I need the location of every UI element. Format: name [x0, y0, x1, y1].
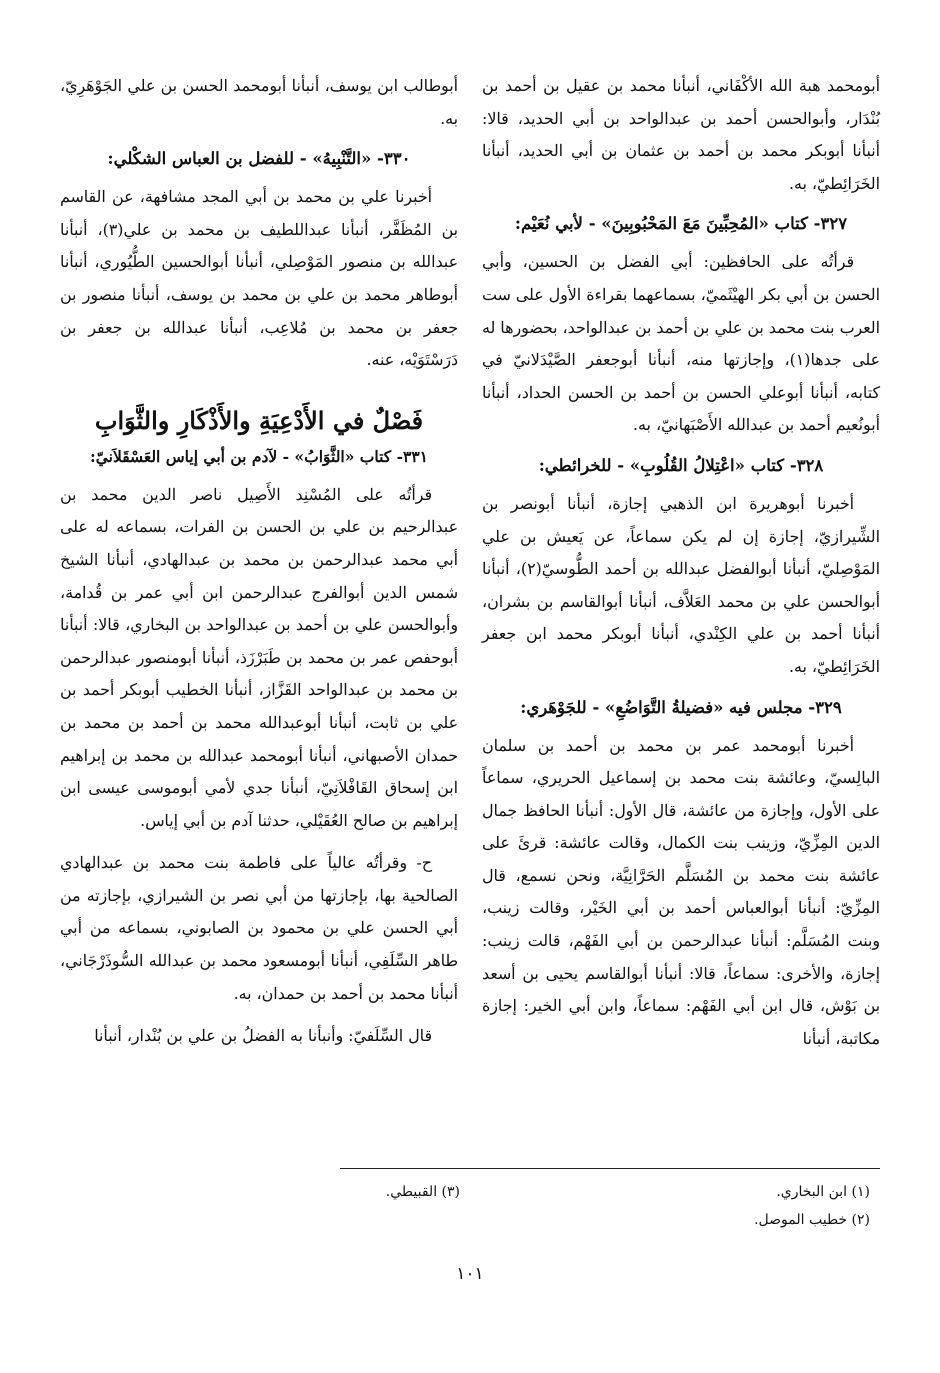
- entry-text-331-second-route: ح- وقرأتُه عالياً على فاطمة بنت محمد بن عبدالهادي الصالحية بها، بإجازتها من أبي نصر بن الشيرازي، بإجازته من أبي الحسن علي بن محمود بن الصابوني، بسماعه من أبي طاهر السِّلَفِي، أنبأنا أبومسعود محمد بن عبدالله السُّوذَرْجَاني، أنبأنا محمد بن أحمد بن حمدان، به.: [60, 853, 458, 1003]
- entry-text-329: أخبرنا أبومحمد عمر بن محمد بن أحمد بن سلمان البالِسيّ، وعائشة بنت محمد بن إسماعيل الحريري، سماعاً على الأول، وإجازة من عائشة، قال الأول: أنبأنا الحافظ جمال الدين المِزِّيّ، وزينب بنت الكمال، وقالت عائشة: قرئَ على عائشة بنت محمد بن المُسَلَّم الحَرَّانِيَّة، ونحن نسمع، قال المِزِّيّ: أنبأنا أبوالعباس أحمد بن أبي الخَيْر، وقالت زينب، وبنت المُسَلَّم: أنبأنا عبدالرحمن بن أبي الفَهْم، قالت زينب: إجازة، والأخرى: سماعاً، قالا: أنبأنا أبوالقاسم يحيى بن أسعد بن بَوْش، قال ابن أبي الفَهْم: سماعاً، وابن أبي الخير: إجازة مكاتبة، أنبأنا: [482, 735, 880, 1048]
- footnote-2: (٢) خطيب الموصل.: [754, 1212, 870, 1228]
- book-page: [60, 70, 880, 1350]
- page-number: ١٠١: [456, 1264, 484, 1284]
- right-column: [482, 70, 880, 1055]
- entry-text-330: أخبرنا علي بن محمد بن أبي المجد مشافهة، عن القاسم بن المُظَفَّر، أنبأنا عبداللطيف بن محمد بن علي(٣)، أنبأنا عبدالله بن منصور المَوْصِلي، أنبأنا أبوالحسين الطُّيُوري، أنبأنا أبوطاهر محمد بن علي بن محمد بن يوسف، أنبأنا منصور بن جعفر بن محمد بن مُلاعِب، أنبأنا عبدالله بن جعفر بن دَرَسْتَوَيْه، عنه.: [60, 187, 458, 370]
- entry-text-331: قرأتُه على المُسْنِد الأَصِيل ناصر الدين محمد بن عبدالرحيم بن علي بن الحسن بن الفرات، بسماعه له على أبي محمد عبدالرحمن بن محمد بن عبدالهادي، أنبأنا الشيخ شمس الدين أبوالفرج عبدالرحمن ابن أبي عمر بن قُدامة، وأبوالحسن علي بن أحمد بن عبدالواحد بن البخاري، قالا: أنبأنا أبوحفص عمر بن محمد بن طَبَرْزَذ، أنبأنا أبومنصور عبدالرحمن بن محمد بن عبدالواحد القَزَّاز، أنبأنا الخطيب أبوبكر أحمد بن علي بن ثابت، أنبأنا أبوعبدالله محمد بن أحمد بن محمد بن حمدان الأصبهاني، أنبأنا أبومحمد عبدالله بن محمد بن إبراهيم ابن إسحاق القَافْلاَنِيّ، أنبأنا جدي لأمي أبوموسى عيسى ابن إبراهيم بن صالح العُقَيْلي، حدثنا آدم بن أبي إياس.: [60, 484, 458, 830]
- entry-heading-327: ٣٢٧- كتاب «المُحِبِّينَ مَعَ المَحْبُوبِينَ» - لأبي نُعَيْم:: [514, 214, 848, 234]
- entry-heading-331: ٣٣١- كتاب «الثَّوَابُ» - لآدم بن أبي إياس العَسْقَلاَنيّ:: [89, 446, 428, 466]
- footnote-3: (٣) القبيطي.: [385, 1184, 460, 1200]
- entry-heading-329: ٣٢٩- مجلس فيه «فضيلةُ التَّوَاضُعِ» - للجَوْهَري:: [520, 697, 842, 717]
- paragraph-continued: أبومحمد هبة الله الأكْفَاني، أنبأنا محمد بن عقيل بن أحمد بن بُنْدَار، وأبوالحسن أحمد بن عبدالواحد بن أبي الحديد، قالا: أنبأنا أبوبكر محمد بن أحمد بن عثمان بن أبي الحديد، أنبأنا الخَرَائِطيّ، به.: [482, 76, 880, 193]
- footnote-1: (١) ابن البخاري.: [776, 1184, 870, 1200]
- entry-text-328: أخبرنا أبوهريرة ابن الذهبي إجازة، أنبأنا أبونصر بن الشِّيرازيّ، إجازة إن لم يكن سماعاً، عن يَعيش بن علي المَوْصِليّ، أنبأنا أبوالفضل عبدالله بن أحمد الطُّوسيّ(٢)، أنبأنا أبوالحسن علي بن محمد العَلاَّف، أنبأنا أبوالقاسم بن بشران، أنبأنا أحمد بن علي الكِنْدي، أنبأنا أبوبكر محمد ابن جعفر الخَرَائِطيّ، به.: [482, 493, 881, 676]
- footnotes-left: [260, 1178, 460, 1206]
- paragraph-continued-left: أبوطالب ابن يوسف، أنبأنا أبومحمد الحسن بن علي الجَوْهَرِيّ، به.: [60, 76, 458, 128]
- entry-heading-328: ٣٢٨- كتاب «اعْتِلالُ القُلُوبِ» - للخرائطي:: [538, 455, 824, 475]
- entry-text-331-continued: قال السِّلَفيّ: وأنبأنا به الفضلُ بن علي بن بُنْدار، أنبأنا: [94, 1026, 432, 1046]
- left-column: [60, 70, 458, 1053]
- section-title: فَصْلٌ في الأَدْعِيَةِ والأَذْكَارِ والثَّوَابِ: [94, 405, 424, 435]
- entry-heading-330: ٣٣٠- «التَّنْبِيهُ» - للفضل بن العباس الشكْلي:: [107, 149, 411, 169]
- entry-text-327: قرأتُه على الحافظين: أبي الفضل بن الحسين، وأبي الحسن بن أبي بكر الهيْثَميّ، بسماعهما بقراءة الأول على ست العرب بنت محمد بن علي بن أحمد بن عبدالواحد، بحضورها له على جدها(١)، وإجازتها منه، أنبأنا أبوجعفر الصَّيْدَلانيّ في كتابه، أنبأنا أبوعلي الحسن بن أحمد بن الحسن الحداد، أنبأنا أبونُعيم أحمد بن عبدالله الأَصْبَهانيّ، به.: [482, 252, 880, 435]
- footnote-divider: [340, 1168, 880, 1169]
- footnotes-right: [490, 1178, 870, 1234]
